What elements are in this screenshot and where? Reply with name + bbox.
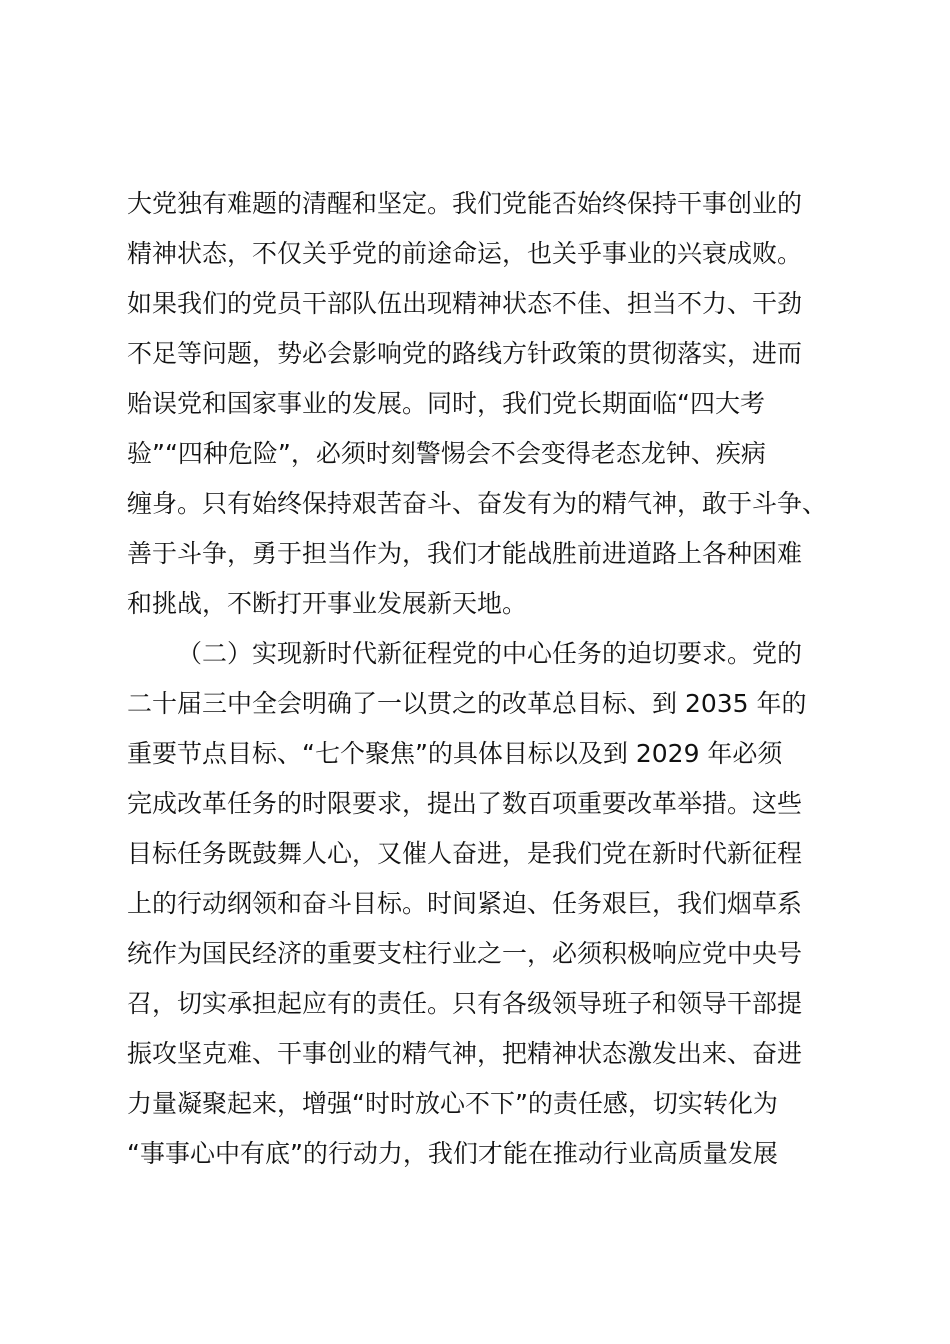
text-line-6: 验”“四种危险”，必须时刻警惕会不会变得老态龙钟、疾病 bbox=[127, 439, 766, 468]
text-line-7: 缠身。只有始终保持艰苦奋斗、奋发有为的精气神，敢于斗争、 bbox=[127, 489, 828, 518]
text-line-2: 精神状态，不仅关乎党的前途命运，也关乎事业的兴衰成败。 bbox=[127, 239, 803, 268]
text-line-3: 如果我们的党员干部队伍出现精神状态不佳、担当不力、干劲 bbox=[127, 289, 803, 318]
text-line-8: 善于斗争，勇于担当作为，我们才能战胜前进道路上各种困难 bbox=[127, 539, 803, 568]
text-line-18: 振攻坚克难、干事创业的精气神，把精神状态激发出来、奋进 bbox=[127, 1039, 803, 1068]
text-line-20: “事事心中有底”的行动力，我们才能在推动行业高质量发展 bbox=[127, 1139, 778, 1168]
text-line-19: 力量凝聚起来，增强“时时放心不下”的责任感，切实转化为 bbox=[127, 1089, 778, 1118]
text-line-13: 完成改革任务的时限要求，提出了数百项重要改革举措。这些 bbox=[127, 789, 803, 818]
text-line-17: 召，切实承担起应有的责任。只有各级领导班子和领导干部提 bbox=[127, 989, 803, 1018]
text-line-4: 不足等问题，势必会影响党的路线方针政策的贯彻落实，进而 bbox=[127, 339, 803, 368]
text-line-16: 统作为国民经济的重要支柱行业之一，必须积极响应党中央号 bbox=[127, 939, 803, 968]
text-line-14: 目标任务既鼓舞人心，又催人奋进，是我们党在新时代新征程 bbox=[127, 839, 803, 868]
text-line-1: 大党独有难题的清醒和坚定。我们党能否始终保持干事创业的 bbox=[127, 189, 803, 218]
section-heading-line: （二）实现新时代新征程党的中心任务的迫切要求。党的 bbox=[177, 639, 803, 668]
text-line-12: 重要节点目标、“七个聚焦”的具体目标以及到 2029 年必须 bbox=[127, 739, 783, 768]
text-line-15: 上的行动纲领和奋斗目标。时间紧迫、任务艰巨，我们烟草系 bbox=[127, 889, 803, 918]
text-line-11: 二十届三中全会明确了一以贯之的改革总目标、到 2035 年的 bbox=[127, 689, 807, 718]
text-line-9: 和挑战，不断打开事业发展新天地。 bbox=[127, 589, 528, 618]
text-line-5: 贻误党和国家事业的发展。同时，我们党长期面临“四大考 bbox=[127, 389, 765, 418]
